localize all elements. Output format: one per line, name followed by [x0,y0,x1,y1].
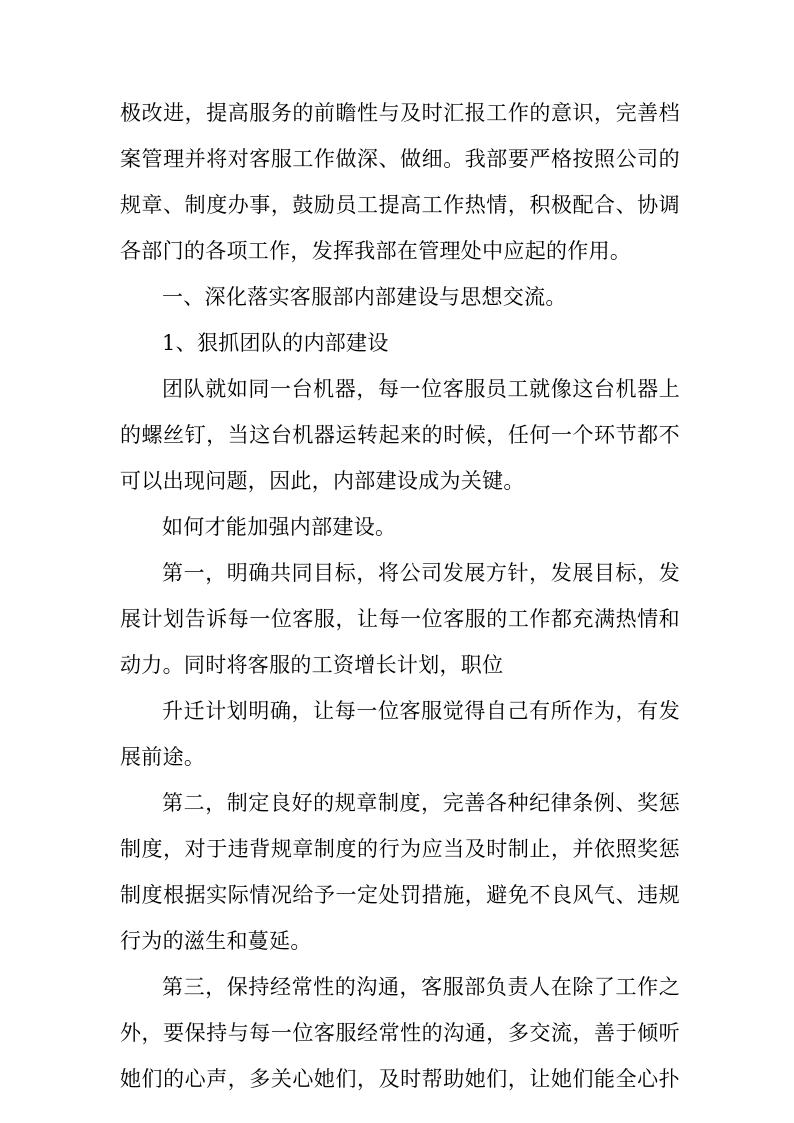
subsection-heading: 1、狠抓团队的内部建设 [162,331,389,355]
text-line-2: 案管理并将对客服工作做深、做细。我部要严格按照公司的 [120,147,680,171]
text-line-7: 团队就如同一台机器，每一位客服员工就像这台机器上 [162,377,680,401]
text-line-1: 极改进，提高服务的前瞻性与及时汇报工作的意识，完善档 [120,101,680,125]
text-line-16: 第二，制定良好的规章制度，完善各种纪律条例、奖惩 [162,791,680,815]
text-line-4: 各部门的各项工作，发挥我部在管理处中应起的作用。 [120,239,632,263]
text-line-3: 规章、制度办事，鼓励员工提高工作热情，积极配合、协调 [120,193,680,217]
text-line-17: 制度，对于违背规章制度的行为应当及时制止，并依照奖惩 [120,837,680,861]
text-line-20: 第三，保持经常性的沟通，客服部负责人在除了工作之 [162,975,680,999]
text-line-10: 如何才能加强内部建设。 [162,515,397,539]
text-line-18: 制度根据实际情况给予一定处罚措施，避免不良风气、违规 [120,883,680,907]
text-line-14: 升迁计划明确，让每一位客服觉得自己有所作为，有发 [162,699,680,723]
text-line-12: 展计划告诉每一位客服，让每一位客服的工作都充满热情和 [120,607,680,631]
text-line-13: 动力。同时将客服的工资增长计划，职位 [120,653,504,677]
text-line-21: 外，要保持与每一位客服经常性的沟通，多交流，善于倾听 [120,1021,680,1045]
text-line-8: 的螺丝钉，当这台机器运转起来的时候，任何一个环节都不 [120,423,680,447]
text-line-19: 行为的滋生和蔓延。 [120,929,312,953]
section-heading: 一、深化落实客服部内部建设与思想交流。 [162,285,567,309]
text-line-22: 她们的心声，多关心她们，及时帮助她们，让她们能全心扑 [120,1067,680,1091]
text-line-9: 可以出现问题，因此，内部建设成为关键。 [120,469,525,493]
text-line-11: 第一，明确共同目标，将公司发展方针，发展目标，发 [162,561,680,585]
text-line-15: 展前途。 [120,745,206,769]
